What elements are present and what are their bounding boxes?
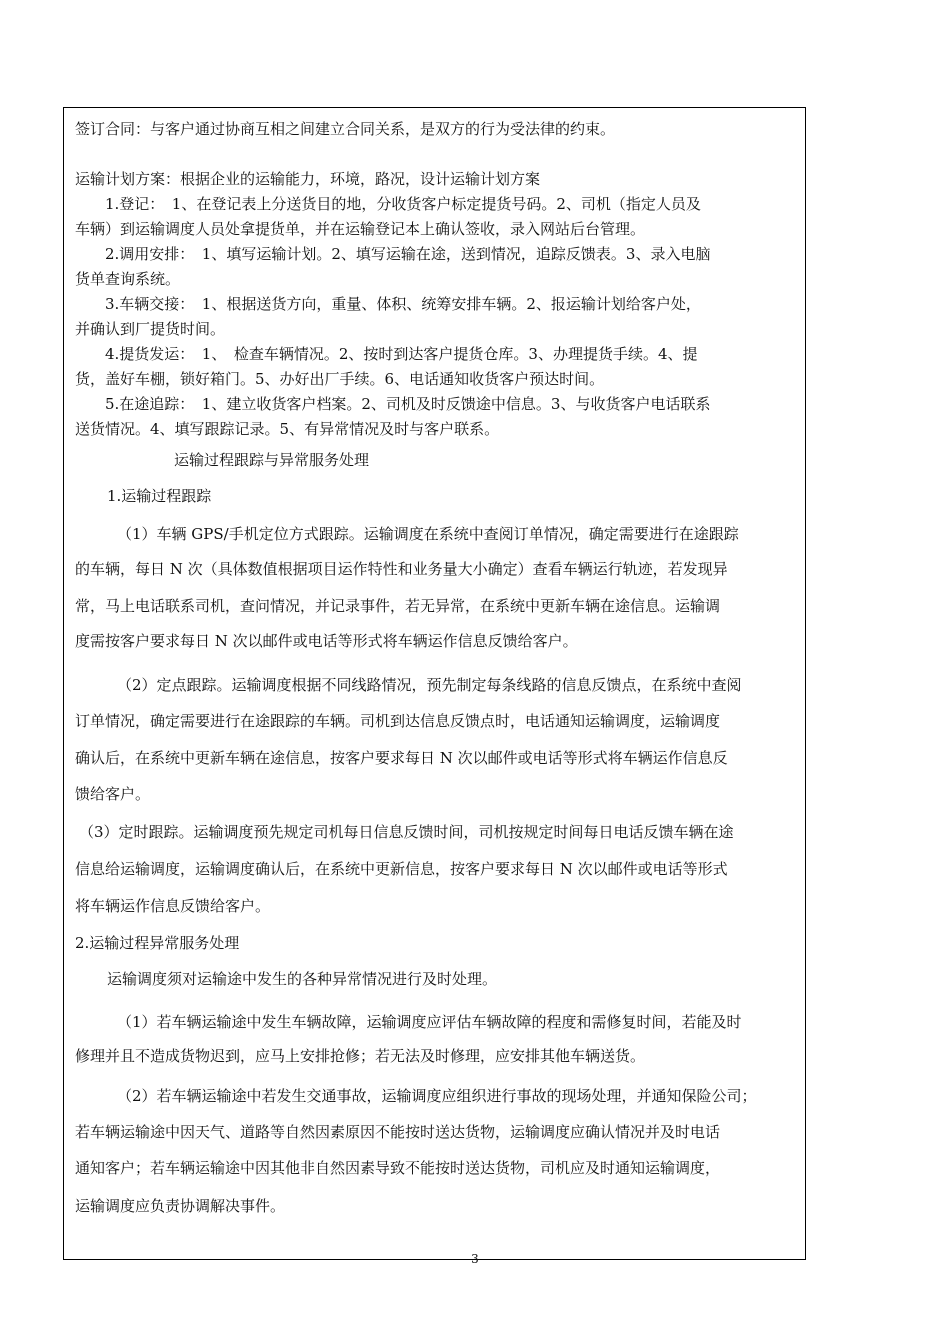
plan-title: 运输计划方案：根据企业的运输能力，环境，路况，设计运输计划方案 bbox=[75, 170, 541, 188]
step1-line1: 1.登记： 1、在登记表上分送货目的地，分收货客户标定提货号码。2、司机（指定人员及 bbox=[75, 195, 701, 213]
contract-line: 签订合同：与客户通过协商互相之间建立合同关系，是双方的行为受法律的约束。 bbox=[75, 120, 616, 138]
page-number: 3 bbox=[471, 1252, 479, 1266]
frame-bottom-border bbox=[63, 1259, 806, 1260]
para1-line1: （1）车辆 GPS/手机定位方式跟踪。运输调度在系统中查阅订单情况，确定需要进行在途跟踪 bbox=[117, 525, 739, 543]
step4-line1: 4.提货发运： 1、 检查车辆情况。2、按时到达客户提货仓库。3、办理提货手续。4、提 bbox=[75, 345, 698, 363]
section-title: 运输过程跟踪与异常服务处理 bbox=[174, 451, 370, 469]
exc2-line2: 若车辆运输途中因天气、道路等自然因素原因不能按时送达货物，运输调度应确认情况并及时电话 bbox=[75, 1123, 721, 1141]
para1-line4: 度需按客户要求每日 N 次以邮件或电话等形式将车辆运作信息反馈给客户。 bbox=[75, 632, 578, 650]
exc2-line1: （2）若车辆运输途中若发生交通事故，运输调度应组织进行事故的现场处理，并通知保险公司； bbox=[117, 1087, 757, 1105]
para2-line2: 订单情况，确定需要进行在途跟踪的车辆。司机到达信息反馈点时，电话通知运输调度，运输调度 bbox=[75, 712, 721, 730]
exception-intro: 运输调度须对运输途中发生的各种异常情况进行及时处理。 bbox=[107, 970, 498, 988]
heading-exception: 2.运输过程异常服务处理 bbox=[75, 934, 240, 952]
exc1-line2: 修理并且不造成货物迟到，应马上安排抢修；若无法及时修理，应安排其他车辆送货。 bbox=[75, 1047, 646, 1065]
para1-line2: 的车辆，每日 N 次（具体数值根据项目运作特性和业务量大小确定）查看车辆运行轨迹，若发现异 bbox=[75, 560, 728, 578]
exc2-line3: 通知客户；若车辆运输途中因其他非自然因素导致不能按时送达货物，司机应及时通知运输调度， bbox=[75, 1159, 721, 1177]
exc2-line4: 运输调度应负责协调解决事件。 bbox=[75, 1197, 286, 1215]
step4-line2: 货，盖好车棚，锁好箱门。5、办好出厂手续。6、电话通知收货客户预达时间。 bbox=[75, 370, 605, 388]
step2-line2: 货单查询系统。 bbox=[75, 270, 181, 288]
step3-line1: 3.车辆交接： 1、根据送货方向，重量、体积、统筹安排车辆。2、报运输计划给客户处， bbox=[75, 295, 701, 313]
para2-line1: （2）定点跟踪。运输调度根据不同线路情况，预先制定每条线路的信息反馈点，在系统中查阅 bbox=[117, 676, 742, 694]
para2-line4: 馈给客户。 bbox=[75, 785, 151, 803]
step5-line2: 送货情况。4、填写跟踪记录。5、有异常情况及时与客户联系。 bbox=[75, 420, 500, 438]
para3-line2: 信息给运输调度，运输调度确认后，在系统中更新信息，按客户要求每日 N 次以邮件或电话等形式 bbox=[75, 860, 728, 878]
para1-line3: 常，马上电话联系司机，查问情况，并记录事件，若无异常，在系统中更新车辆在途信息。运输调 bbox=[75, 597, 721, 615]
heading-tracking: 1.运输过程跟踪 bbox=[107, 487, 212, 505]
para3-line1: （3）定时跟踪。运输调度预先规定司机每日信息反馈时间，司机按规定时间每日电话反馈车辆在途 bbox=[79, 823, 734, 841]
exc1-line1: （1）若车辆运输途中发生车辆故障，运输调度应评估车辆故障的程度和需修复时间，若能及时 bbox=[117, 1013, 742, 1031]
para3-line3: 将车辆运作信息反馈给客户。 bbox=[75, 897, 271, 915]
step1-line2: 车辆）到运输调度人员处拿提货单，并在运输登记本上确认签收，录入网站后台管理。 bbox=[75, 220, 646, 238]
step2-line1: 2.调用安排： 1、填写运输计划。2、填写运输在途，送到情况，追踪反馈表。3、录入电脑 bbox=[75, 245, 711, 263]
step3-line2: 并确认到厂提货时间。 bbox=[75, 320, 226, 338]
step5-line1: 5.在途追踪： 1、建立收货客户档案。2、司机及时反馈途中信息。3、与收货客户电话联系 bbox=[75, 395, 711, 413]
para2-line3: 确认后，在系统中更新车辆在途信息，按客户要求每日 N 次以邮件或电话等形式将车辆运作信息反 bbox=[75, 749, 728, 767]
